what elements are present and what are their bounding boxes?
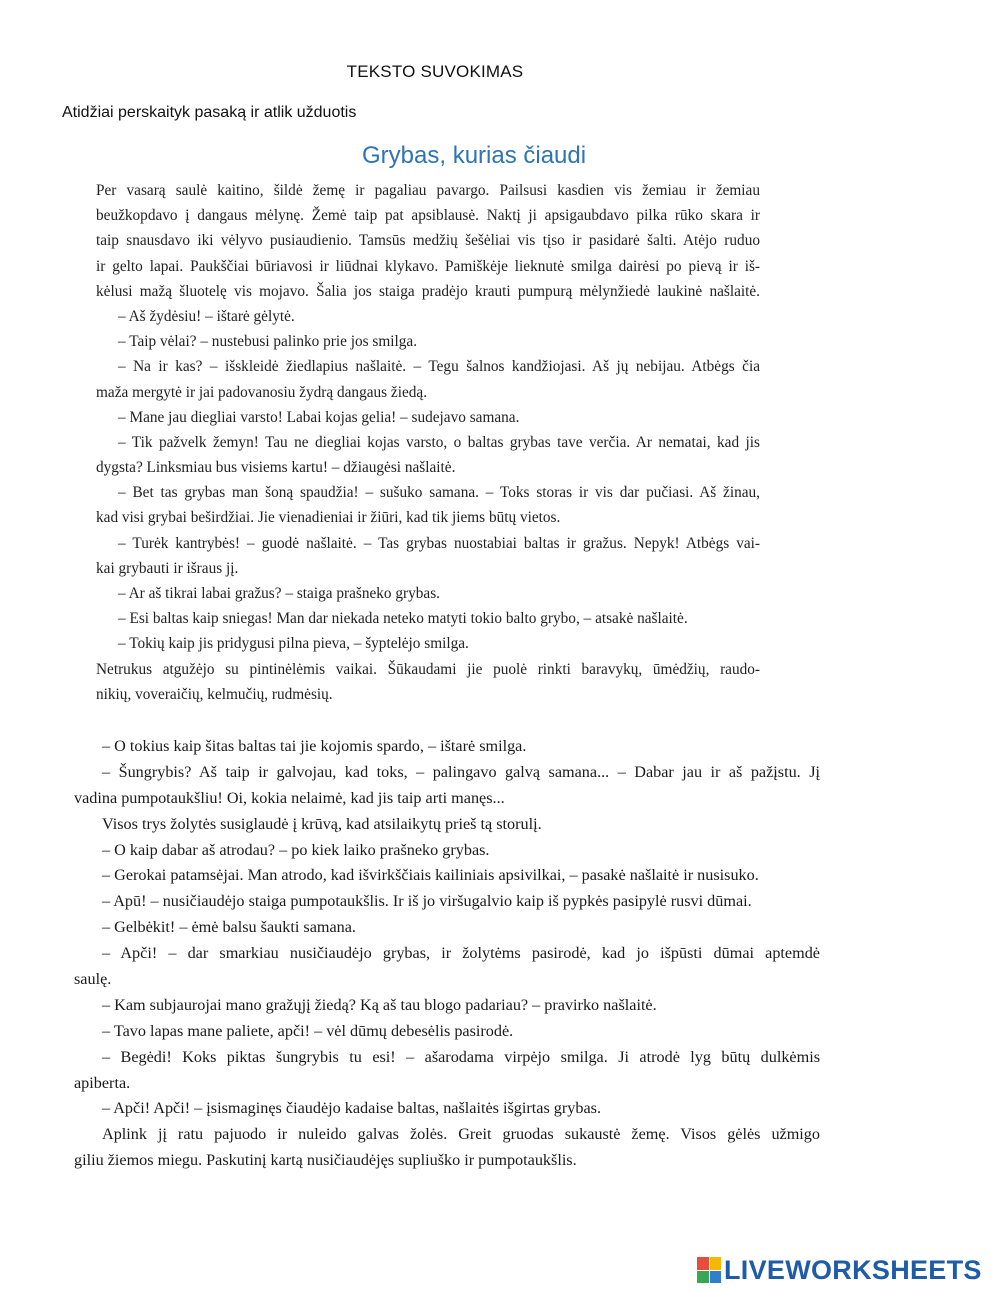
story-line: – Ar aš tikrai labai gražus? – staiga prašneko grybas. (118, 585, 440, 602)
story-line: – Taip vėlai? – nustebusi palinko prie jos smilga. (118, 333, 418, 351)
story-line: giliu žiemos miegu. Paskutinį kartą nusičiaudėjęs supliuško ir pumpotaukšlis. (74, 1151, 577, 1170)
logo-text: LIVEWORKSHEETS (724, 1254, 982, 1285)
story-line: – Šungrybis? Aš taip ir galvojau, kad toks, – palingavo galvą samana... – Dabar jau ir aš pažįstu. Jį (102, 762, 820, 781)
story-line: dygsta? Linksmiau bus visiems kartu! – džiaugėsi našlaitė. (96, 459, 456, 477)
story-line: – Turėk kantrybės! – guodė našlaitė. – Tas grybas nuostabiai baltas ir gražus. Nepyk! Atbėgs vai- (118, 534, 760, 552)
story-line: saulę. (74, 970, 112, 989)
story-line: – Aš žydėsiu! – ištarė gėlytė. (118, 307, 295, 325)
story-line: ir gelto lapai. Paukščiai būriavosi ir liūdnai klykavo. Pamiškėje lieknutė smilga dairėsi po pievą ir iš- (96, 257, 760, 275)
story-line: – Tokių kaip jis pridygusi pilna pieva, – šyptelėjo smilga. (118, 635, 469, 653)
story-line: – Gerokai patamsėjai. Man atrodo, kad išvirkščiais kailiniais apsivilkai, – pasakė našlaitė ir nusisuko. (102, 866, 759, 885)
story-line: kai grybauti ir išraus jį. (96, 559, 239, 577)
story-line: – Begėdi! Koks piktas šungrybis tu esi! – ašarodama virpėjo smilga. Ji atrodė lyg būtų dulkėmis (102, 1047, 820, 1066)
story-line: – O kaip dabar aš atrodau? – po kiek laiko prašneko grybas. (102, 840, 490, 859)
story-line: – Kam subjaurojai mano gražųjį žiedą? Ką aš tau blogo padariau? – pravirko našlaitė. (102, 995, 657, 1014)
story-line: – Bet tas grybas man šoną spaudžia! – sušuko samana. – Toks storas ir vis dar pučiasi. Aš žinau, (118, 484, 760, 502)
story-line: – Mane jau diegliai varsto! Labai kojas gelia! – sudejavo samana. (118, 408, 520, 426)
story-line: – Apči! Apči! – įsismaginęs čiaudėjo kadaise baltas, našlaitės išgirtas grybas. (102, 1099, 601, 1118)
story-line: Netrukus atgužėjo su pintinėlėmis vaikai. Šūkaudami jie puolė rinkti baravykų, ūmėdžių, raudo- (96, 660, 760, 678)
story-line: maža mergytė ir jai padovanosiu žydrą dangaus žiedą. (96, 383, 428, 401)
story-line: – Esi baltas kaip sniegas! Man dar niekada neteko matyti tokio balto grybo, – atsakė našlaitė. (118, 610, 688, 628)
story-line: – Na ir kas? – išskleidė žiedlapius našlaitė. – Tegu šalnos kandžiojasi. Aš jų nebijau. Atbėgs čia (118, 358, 760, 376)
story-line: – Gelbėkit! – ėmė balsu šaukti samana. (102, 918, 356, 937)
story-line: Aplink jį ratu pajuodo ir nuleido galvas žolės. Greit gruodas sukaustė žemę. Visos gėlės užmigo (102, 1125, 820, 1144)
story-text-part-2 (74, 734, 820, 1174)
story-line: nikių, voveraičių, kelmučių, rudmėsių. (96, 685, 333, 703)
story-line: beužkopdavo į dangaus mėlynę. Žemė taip pat apsiblausė. Naktį ji apsigaubdavo pilka rūko skara ir (96, 207, 760, 225)
story-text-part-1 (96, 178, 760, 707)
story-line: – Tik pažvelk žemyn! Tau ne diegliai kojas varsto, o baltas grybas tave verčia. Ar nematai, kad jis (118, 433, 760, 451)
story-line: Visos trys žolytės susiglaudė į krūvą, kad atsilaikytų prieš tą storulį. (102, 814, 542, 833)
story-line: – O tokius kaip šitas baltas tai jie kojomis spardo, – ištarė smilga. (102, 737, 527, 755)
story-line: vadina pumpotaukšliu! Oi, kokia nelaimė, kad jis taip arti manęs... (74, 788, 505, 807)
story-line: apiberta. (74, 1073, 131, 1092)
liveworksheets-logo-icon (697, 1257, 721, 1283)
page-title: TEKSTO SUVOKIMAS (346, 62, 524, 81)
story-line: taip snausdavo iki vėlyvo pusiaudienio. Tamsūs medžių šešėliai vis tįso ir pasidarė šalti. Atėjo ruduo (96, 232, 760, 250)
story-line: kad visi grybai beširdžiai. Jie vienadieniai ir žiūri, kad tik jiems būtų vietos. (96, 509, 561, 527)
story-line: kėlusi mažą šluotelę vis mojavo. Šalia jos staiga pradėjo krauti pumpurą mėlynžiedė laukinė našlaitė. (96, 282, 760, 300)
story-line: – Apū! – nusičiaudėjo staiga pumpotaukšlis. Ir iš jo viršugalvio kaip iš pypkės pasipylė rusvi dūmai. (102, 892, 752, 911)
story-line: – Apči! – dar smarkiau nusičiaudėjo grybas, ir žolytėms pasirodė, kad jo išpūsti dūmai aptemdė (102, 944, 820, 963)
liveworksheets-logo (697, 1252, 982, 1288)
story-line: Per vasarą saulė kaitino, šildė žemę ir pagaliau pavargo. Pailsusi kasdien vis žemiau ir žemiau (96, 182, 760, 199)
story-title: Grybas, kurias čiaudi (362, 142, 587, 169)
instruction-text: Atidžiai perskaityk pasaką ir atlik užduotis (62, 104, 357, 121)
story-line: – Tavo lapas mane paliete, apči! – vėl dūmų debesėlis pasirodė. (102, 1021, 514, 1040)
